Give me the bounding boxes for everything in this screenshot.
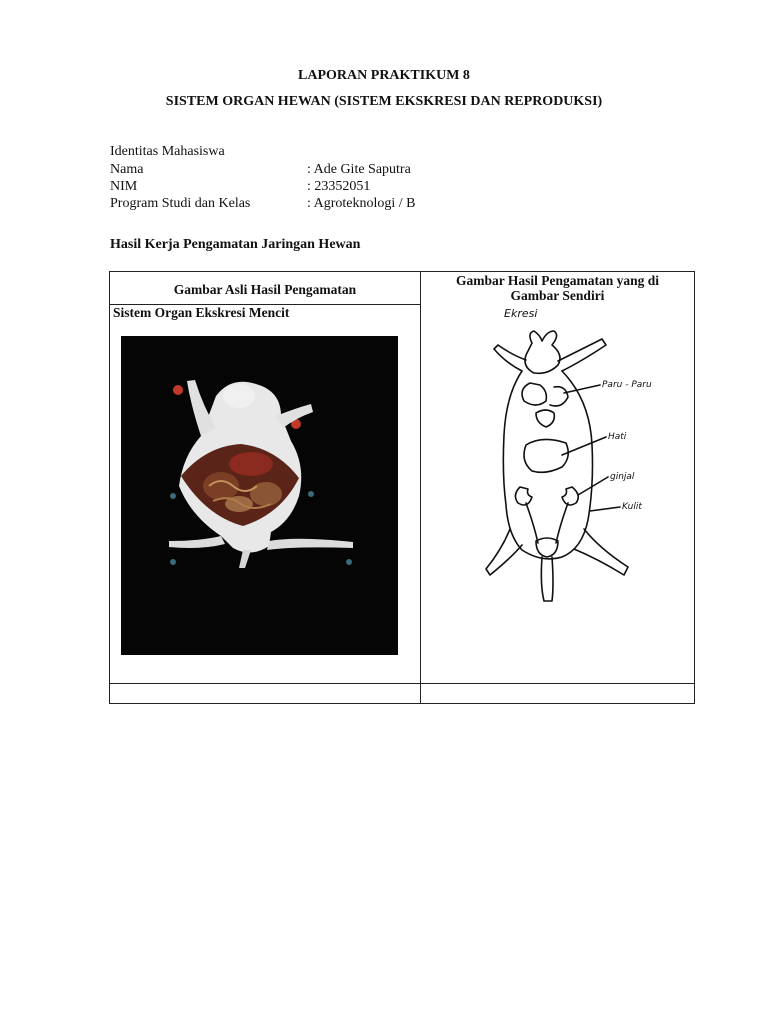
sketch-label-paru: Paru - Paru: [602, 380, 652, 390]
sketch-title: Ekresi: [504, 307, 538, 320]
identity-value: : Ade Gite Saputra: [307, 162, 411, 177]
identity-label: NIM: [110, 179, 138, 194]
dissected-mouse-image: [121, 336, 398, 655]
column-header-drawn-line2: Gambar Sendiri: [510, 288, 605, 303]
row-label-excretory: Sistem Organ Ekskresi Mencit: [113, 305, 290, 320]
identity-heading: Identitas Mahasiswa: [110, 144, 225, 159]
identity-label: Nama: [110, 162, 144, 177]
report-title: LAPORAN PRAKTIKUM 8: [298, 68, 470, 83]
sketch-label-ginjal: ginjal: [610, 472, 635, 482]
mouse-excretory-sketch: [422, 305, 694, 681]
observation-table: [109, 271, 695, 704]
column-header-drawn: [421, 273, 694, 303]
identity-label: Program Studi dan Kelas: [110, 196, 251, 211]
column-header-original: Gambar Asli Hasil Pengamatan: [173, 282, 357, 297]
sketch-label-hati: Hati: [608, 432, 627, 442]
table-column-divider: [420, 272, 421, 703]
column-header-drawn-line1: Gambar Hasil Pengamatan yang di: [455, 273, 660, 288]
table-bottom-row-divider: [110, 683, 694, 684]
hand-drawn-sketch: [422, 305, 694, 681]
sketch-label-kulit: Kulit: [622, 502, 642, 512]
identity-value: : Agroteknologi / B: [307, 196, 416, 211]
identity-value: : 23352051: [307, 179, 371, 194]
dissection-photo: [121, 336, 398, 655]
report-subtitle: SISTEM ORGAN HEWAN (SISTEM EKSKRESI DAN REPRODUKSI): [165, 94, 603, 109]
section-heading: Hasil Kerja Pengamatan Jaringan Hewan: [110, 237, 361, 252]
